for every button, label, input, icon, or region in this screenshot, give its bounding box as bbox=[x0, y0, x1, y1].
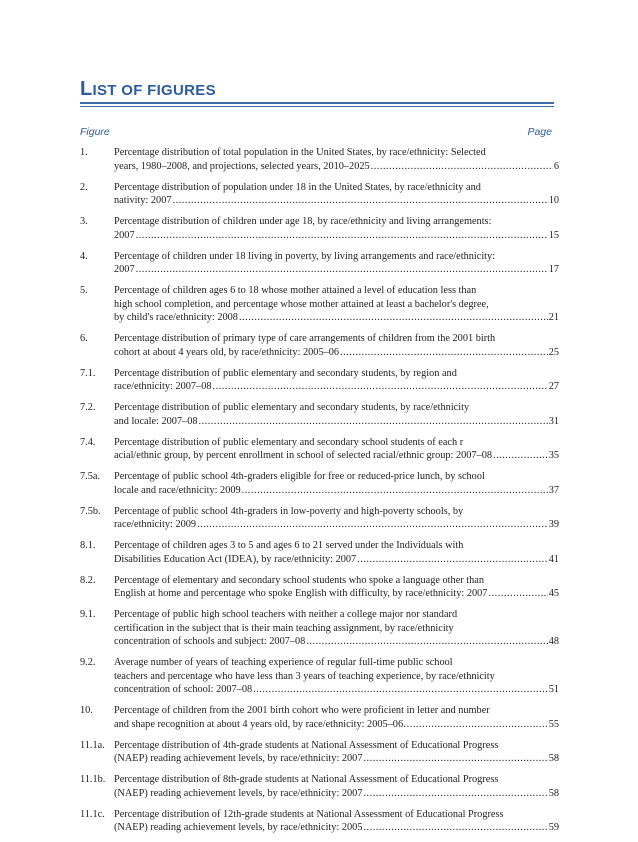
figure-entry[interactable] bbox=[80, 656, 559, 697]
title-rule-thick bbox=[80, 102, 554, 104]
figure-entry[interactable] bbox=[80, 367, 559, 394]
dot-leader bbox=[363, 787, 547, 801]
caption-line: English at home and percentage who spoke English with difficulty, by race/ethnicity: 2007 bbox=[114, 588, 488, 599]
caption-last-line bbox=[114, 415, 559, 429]
figure-number: 3. bbox=[80, 216, 88, 227]
figure-number: 4. bbox=[80, 250, 88, 262]
caption-line: Percentage of public school 4th-graders in low-poverty and high-poverty schools, by bbox=[114, 505, 464, 517]
figure-number: 2. bbox=[80, 181, 88, 193]
figure-entry[interactable] bbox=[80, 332, 559, 359]
dot-leader bbox=[493, 449, 548, 463]
caption-last-line bbox=[114, 787, 559, 801]
caption-line: Percentage distribution of 8th-grade students at National Assessment of Educational Progress bbox=[114, 774, 499, 785]
figure-entry[interactable] bbox=[80, 470, 559, 497]
caption-line: race/ethnicity: 2007–08 bbox=[114, 381, 212, 392]
caption-line: Percentage of children from the 2001 birth cohort who were proficient in letter and number bbox=[114, 705, 490, 716]
title-initial: L bbox=[80, 78, 93, 100]
caption-last-line bbox=[114, 311, 559, 325]
figure-caption bbox=[114, 773, 559, 800]
figure-number: 9.2. bbox=[80, 657, 96, 668]
page-number[interactable]: 15 bbox=[548, 229, 559, 241]
dot-leader bbox=[199, 415, 548, 429]
caption-line: Percentage of public high school teachers with neither a college major nor standard bbox=[114, 609, 458, 620]
figure-caption bbox=[114, 215, 559, 242]
title-rule-thin bbox=[80, 106, 554, 107]
caption-last-line bbox=[114, 449, 559, 463]
dot-leader bbox=[363, 752, 547, 766]
dot-leader bbox=[357, 553, 548, 567]
title-rest: IST OF FIGURES bbox=[92, 82, 216, 99]
figure-number: 7.1. bbox=[80, 367, 96, 379]
figure-caption bbox=[114, 181, 559, 208]
caption-last-line bbox=[114, 194, 559, 208]
figure-number: 8.2. bbox=[80, 574, 96, 586]
caption-last-line bbox=[114, 683, 559, 697]
figure-caption bbox=[114, 539, 559, 566]
figure-entry[interactable] bbox=[80, 739, 559, 766]
figure-caption bbox=[114, 401, 559, 428]
figure-entry[interactable] bbox=[80, 181, 559, 208]
caption-line: high school completion, and percentage whose mother attained at least a bachelor's degree, bbox=[114, 298, 489, 310]
caption-line: and shape recognition at about 4 years old, by race/ethnicity: 2005–06. bbox=[114, 718, 406, 730]
figure-entry[interactable] bbox=[80, 539, 559, 566]
figure-number: 7.2. bbox=[80, 402, 96, 413]
figure-caption bbox=[114, 470, 559, 497]
figure-caption bbox=[114, 436, 559, 463]
caption-line: certification in the subject that is their main teaching assignment, by race/ethnicity bbox=[114, 622, 454, 634]
caption-line: and locale: 2007–08 bbox=[114, 415, 198, 427]
figure-number: 9.1. bbox=[80, 609, 96, 620]
figure-number: 5. bbox=[80, 285, 88, 296]
caption-last-line bbox=[114, 553, 559, 567]
figure-caption bbox=[114, 332, 559, 359]
page-number[interactable]: 58 bbox=[548, 787, 559, 799]
dot-leader bbox=[306, 635, 547, 649]
caption-line: Percentage distribution of primary type of care arrangements of children from the 2001 birth bbox=[114, 333, 496, 344]
dot-leader bbox=[363, 821, 547, 835]
caption-line: Percentage of public school 4th-graders eligible for free or reduced-price lunch, by school bbox=[114, 471, 485, 482]
page-number[interactable]: 21 bbox=[548, 312, 559, 323]
figure-caption bbox=[114, 608, 559, 649]
figure-number: 11.1b. bbox=[80, 774, 106, 785]
figure-caption bbox=[114, 704, 559, 731]
caption-last-line bbox=[114, 635, 559, 649]
caption-line: race/ethnicity: 2009 bbox=[114, 519, 197, 530]
page-number[interactable]: 25 bbox=[548, 346, 559, 358]
page-number[interactable]: 37 bbox=[548, 484, 559, 496]
caption-line: (NAEP) reading achievement levels, by race/ethnicity: 2005 bbox=[114, 822, 363, 833]
caption-last-line bbox=[114, 160, 559, 174]
figure-caption bbox=[114, 808, 559, 835]
figure-entry[interactable] bbox=[80, 215, 559, 242]
caption-line: cohort at about 4 years old, by race/ethnicity: 2005–06 bbox=[114, 346, 340, 358]
figure-entry[interactable] bbox=[80, 808, 559, 835]
figure-caption bbox=[114, 574, 559, 601]
caption-line: Percentage of elementary and secondary school students who spoke a language other than bbox=[114, 574, 484, 586]
figure-number: 11.1c. bbox=[80, 808, 105, 820]
figure-number: 7.5a. bbox=[80, 471, 101, 482]
caption-line: concentration of schools and subject: 2007–08 bbox=[114, 636, 306, 647]
figure-number: 6. bbox=[80, 333, 88, 344]
caption-line: Percentage distribution of population under 18 in the United States, by race/ethnicity and bbox=[114, 181, 481, 193]
caption-line: Percentage distribution of public elementary and secondary school students of each r bbox=[114, 436, 464, 448]
caption-line: 2007 bbox=[114, 264, 135, 275]
figure-caption bbox=[114, 505, 559, 532]
page-number[interactable]: 39 bbox=[548, 519, 559, 530]
caption-line: Percentage distribution of 4th-grade students at National Assessment of Educational Progress bbox=[114, 739, 499, 751]
page-number[interactable]: 35 bbox=[548, 450, 559, 461]
caption-last-line bbox=[114, 518, 559, 532]
caption-line: (NAEP) reading achievement levels, by race/ethnicity: 2007 bbox=[114, 753, 363, 764]
figure-entry[interactable] bbox=[80, 250, 559, 277]
dot-leader bbox=[136, 263, 548, 277]
figure-entry[interactable] bbox=[80, 574, 559, 601]
page-number[interactable]: 59 bbox=[548, 822, 559, 833]
page-number[interactable]: 6 bbox=[553, 160, 559, 172]
figure-caption bbox=[114, 656, 559, 697]
caption-line: acial/ethnic group, by percent enrollment in school of selected racial/ethnic group: 2007–08 bbox=[114, 450, 492, 461]
figure-entry[interactable] bbox=[80, 436, 559, 463]
caption-last-line bbox=[114, 752, 559, 766]
figure-caption bbox=[114, 250, 559, 277]
caption-line: Percentage distribution of total population in the United States, by race/ethnicity: Selected bbox=[114, 147, 486, 158]
caption-last-line bbox=[114, 484, 559, 498]
figure-entry[interactable] bbox=[80, 401, 559, 428]
dot-leader bbox=[488, 587, 547, 601]
figure-caption bbox=[114, 146, 559, 173]
figure-caption bbox=[114, 284, 559, 325]
dot-leader bbox=[253, 683, 548, 697]
caption-line: 2007 bbox=[114, 229, 135, 241]
caption-line: locale and race/ethnicity: 2009 bbox=[114, 484, 241, 496]
figure-caption bbox=[114, 739, 559, 766]
page-number[interactable]: 27 bbox=[548, 381, 559, 392]
figure-entry[interactable] bbox=[80, 704, 559, 731]
dot-leader bbox=[340, 346, 548, 360]
caption-line: concentration of school: 2007–08 bbox=[114, 684, 253, 695]
page-number[interactable]: 17 bbox=[548, 264, 559, 275]
caption-last-line bbox=[114, 380, 559, 394]
page-title bbox=[80, 78, 216, 101]
figure-number: 7.4. bbox=[80, 436, 96, 448]
figure-number: 1. bbox=[80, 147, 88, 158]
column-header-page: Page bbox=[527, 126, 552, 138]
caption-line: (NAEP) reading achievement levels, by race/ethnicity: 2007 bbox=[114, 787, 363, 799]
figure-list bbox=[80, 146, 559, 842]
figure-number: 8.1. bbox=[80, 540, 96, 551]
caption-last-line bbox=[114, 263, 559, 277]
page-number[interactable]: 55 bbox=[548, 718, 559, 730]
page-number[interactable]: 31 bbox=[548, 415, 559, 427]
caption-line: Percentage distribution of children under age 18, by race/ethnicity and living arrangements: bbox=[114, 216, 492, 227]
dot-leader bbox=[173, 194, 548, 208]
dot-leader bbox=[371, 160, 553, 174]
figure-entry[interactable] bbox=[80, 284, 559, 325]
dot-leader bbox=[242, 484, 548, 498]
caption-line: Average number of years of teaching experience of regular full-time public school bbox=[114, 657, 453, 668]
dot-leader bbox=[197, 518, 548, 532]
caption-last-line bbox=[114, 718, 559, 732]
caption-line: Percentage distribution of public elementary and secondary students, by region and bbox=[114, 367, 457, 379]
figure-number: 7.5b. bbox=[80, 505, 101, 517]
caption-line: Percentage of children ages 6 to 18 whose mother attained a level of education less than bbox=[114, 285, 477, 296]
page-number[interactable]: 58 bbox=[548, 753, 559, 764]
caption-last-line bbox=[114, 346, 559, 360]
caption-line: Percentage of children under 18 living in poverty, by living arrangements and race/ethnicity: bbox=[114, 250, 496, 262]
dot-leader bbox=[136, 229, 548, 243]
dot-leader bbox=[213, 380, 548, 394]
caption-line: Percentage distribution of 12th-grade students at National Assessment of Educational Progress bbox=[114, 808, 504, 820]
caption-line: Disabilities Education Act (IDEA), by race/ethnicity: 2007 bbox=[114, 553, 357, 565]
caption-last-line bbox=[114, 229, 559, 243]
page-number[interactable]: 41 bbox=[548, 553, 559, 565]
figure-entry[interactable] bbox=[80, 608, 559, 649]
figure-entry[interactable] bbox=[80, 146, 559, 173]
dot-leader bbox=[239, 311, 548, 325]
figure-caption bbox=[114, 367, 559, 394]
caption-line: years, 1980–2008, and projections, selected years, 2010–2025 bbox=[114, 160, 370, 172]
page-number[interactable]: 51 bbox=[548, 684, 559, 695]
dot-leader bbox=[407, 718, 548, 732]
caption-line: Percentage distribution of public elementary and secondary students, by race/ethnicity bbox=[114, 402, 470, 413]
caption-line: Percentage of children ages 3 to 5 and ages 6 to 21 served under the Individuals with bbox=[114, 540, 464, 551]
figure-entry[interactable] bbox=[80, 505, 559, 532]
figure-entry[interactable] bbox=[80, 773, 559, 800]
figure-number: 10. bbox=[80, 705, 93, 716]
figure-number: 11.1a. bbox=[80, 739, 105, 751]
caption-line: by child's race/ethnicity: 2008 bbox=[114, 312, 238, 323]
page-number[interactable]: 10 bbox=[548, 195, 559, 206]
caption-last-line bbox=[114, 821, 559, 835]
caption-last-line bbox=[114, 587, 559, 601]
page-number[interactable]: 48 bbox=[548, 636, 559, 647]
page-number[interactable]: 45 bbox=[548, 588, 559, 599]
caption-line: teachers and percentage who have less than 3 years of teaching experience, by race/ethnicity bbox=[114, 670, 495, 682]
caption-line: nativity: 2007 bbox=[114, 195, 172, 206]
column-header-figure: Figure bbox=[80, 126, 110, 138]
